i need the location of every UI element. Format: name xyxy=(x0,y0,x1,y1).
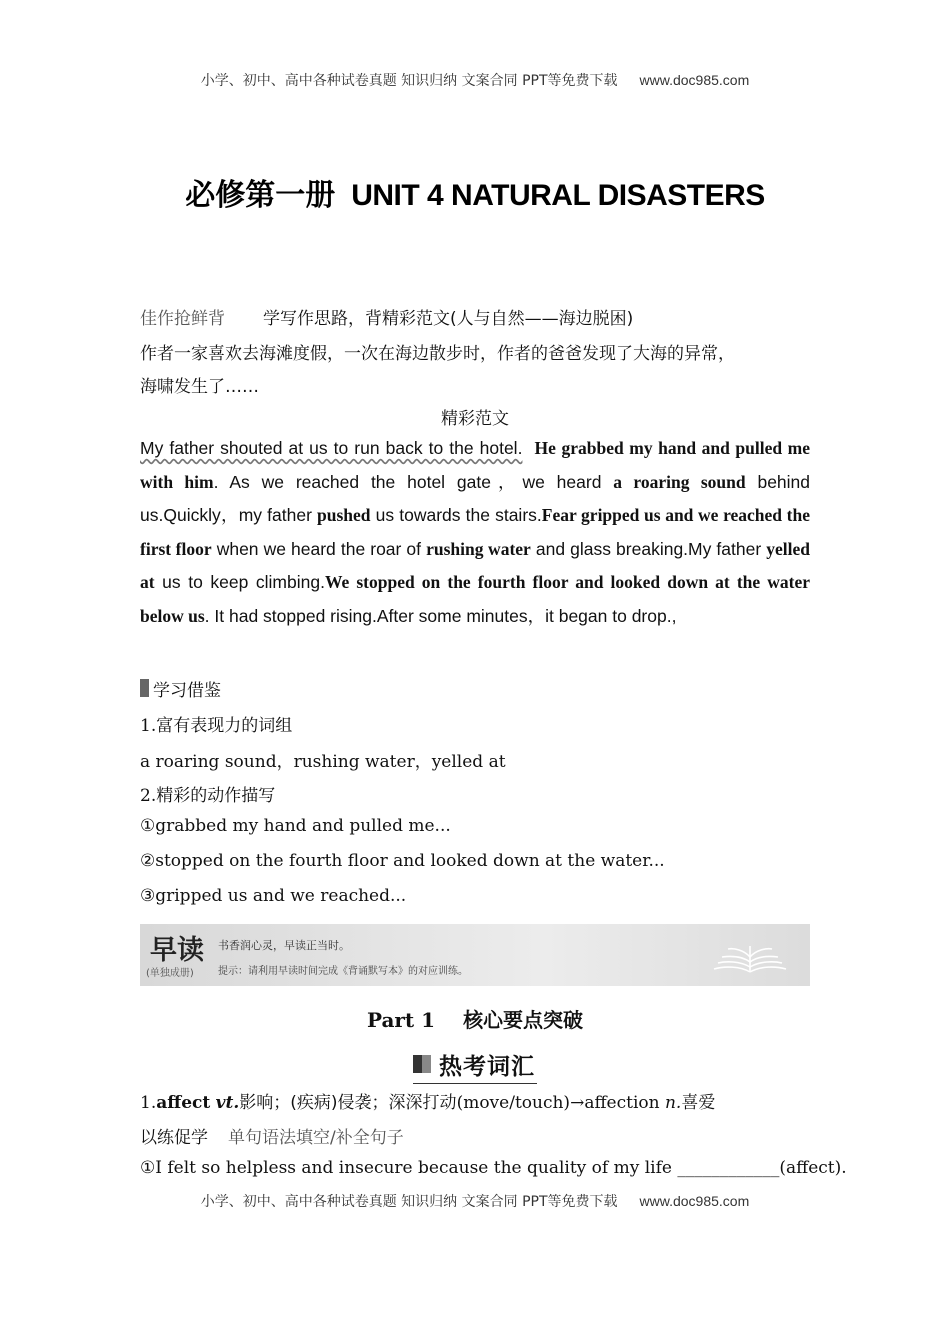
practice-task: 单句语法填空/补全句子 xyxy=(228,1128,404,1148)
arrow-icon: → xyxy=(570,1093,585,1113)
study-heading-text: 学习借鉴 xyxy=(153,681,221,701)
essay-highlight: yelled at xyxy=(140,538,810,592)
title-cn: 必修第一册 xyxy=(185,178,336,213)
study-item-2-title: 2.精彩的动作描写 xyxy=(140,786,276,806)
intro-line xyxy=(140,304,810,329)
entry-pos: vt. xyxy=(215,1093,240,1113)
section-marker-icon xyxy=(140,679,149,697)
practice-question-1: ①I felt so helpless and insecure because the quality of my life ____________(affect). xyxy=(140,1158,847,1178)
essay-part: us to keep climbing. xyxy=(154,572,325,592)
part-heading xyxy=(0,1004,950,1033)
essay-part: . As we reached the hotel gate，we heard xyxy=(213,471,614,492)
entry-derived-meaning: 喜爱 xyxy=(681,1093,716,1113)
vocab-heading-text: 热考词汇 xyxy=(439,1054,535,1080)
section-title: 精彩范文 xyxy=(441,409,509,429)
essay-part: My father shouted at us to run back to the hotel. xyxy=(140,438,523,458)
banner-title: 早读 xyxy=(150,935,204,966)
vocab-marker-icon xyxy=(413,1055,431,1073)
entry-meaning: 影响；(疾病)侵袭；深深打动 xyxy=(239,1093,457,1113)
banner-subtitle: (单独成册) xyxy=(146,968,194,979)
banner-line-1: 书香润心灵，早读正当时。 xyxy=(218,939,350,952)
essay-highlight: a roaring sound xyxy=(613,471,746,492)
intro-summary-1: 作者一家喜欢去海滩度假，一次在海边散步时，作者的爸爸发现了大海的异常， xyxy=(140,344,735,364)
part-title: 核心要点突破 xyxy=(463,1008,584,1032)
practice-label: 以练促学 xyxy=(140,1128,208,1148)
essay-part: behind us.Quickly，my father xyxy=(140,471,811,525)
header-text: 小学、初中、高中各种试卷真题 知识归纳 文案合同 PPT等免费下载 xyxy=(200,73,618,89)
vocab-heading xyxy=(0,1048,950,1084)
part-label: Part 1 xyxy=(366,1008,436,1032)
entry-derived: affection xyxy=(584,1093,665,1113)
practice-heading xyxy=(140,1123,810,1148)
entry-note: (move/touch) xyxy=(456,1093,571,1113)
essay-part: when we heard the roar of xyxy=(211,538,427,559)
study-sub-3: ③gripped us and we reached... xyxy=(140,886,407,906)
vocab-heading-box xyxy=(413,1048,537,1084)
study-heading xyxy=(140,676,810,701)
banner-line-2: 提示：请利用早读时间完成《背诵默写本》的对应训练。 xyxy=(218,966,468,977)
essay-part: us towards the stairs. xyxy=(370,505,542,525)
open-book-icon xyxy=(710,936,790,976)
page-header xyxy=(0,70,950,90)
study-item-1-title: 1.富有表现力的词组 xyxy=(140,716,293,736)
study-item-1-text: a roaring sound，rushing water，yelled at xyxy=(140,752,506,772)
study-sub-1: ①grabbed my hand and pulled me... xyxy=(140,816,451,836)
morning-reading-banner xyxy=(140,924,810,986)
essay-highlight: rushing water xyxy=(426,538,531,559)
page-footer xyxy=(0,1191,950,1211)
footer-url[interactable]: www.doc985.com xyxy=(639,1193,750,1209)
entry-derived-pos: n. xyxy=(664,1093,682,1113)
vocab-entry xyxy=(140,1088,810,1113)
intro-summary-2: 海啸发生了…… xyxy=(140,377,259,397)
essay-part: . It had stopped rising.After some minutes，it began to drop., xyxy=(204,605,677,626)
essay-part: and glass breaking.My father xyxy=(530,538,767,559)
essay-highlight: pushed xyxy=(317,505,371,525)
entry-number: 1. xyxy=(140,1093,157,1113)
header-url[interactable]: www.doc985.com xyxy=(639,72,750,88)
intro-heading: 学写作思路，背精彩范文(人与自然——海边脱困) xyxy=(263,309,634,329)
title-en: UNIT 4 NATURAL DISASTERS xyxy=(351,179,765,212)
footer-text: 小学、初中、高中各种试卷真题 知识归纳 文案合同 PPT等免费下载 xyxy=(200,1194,618,1210)
model-essay xyxy=(140,432,810,633)
essay-highlight: He grabbed my hand and pulled me with him xyxy=(140,438,810,492)
essay-highlight: We stopped on the fourth floor and looked down at the water below us xyxy=(140,572,810,626)
essay-highlight: Fear gripped us and we reached the first floor xyxy=(140,505,810,559)
study-sub-2: ②stopped on the fourth floor and looked down at the water... xyxy=(140,851,665,871)
page-title xyxy=(0,170,950,214)
entry-word: affect xyxy=(156,1093,211,1113)
intro-label: 佳作抢鲜背 xyxy=(140,309,225,329)
